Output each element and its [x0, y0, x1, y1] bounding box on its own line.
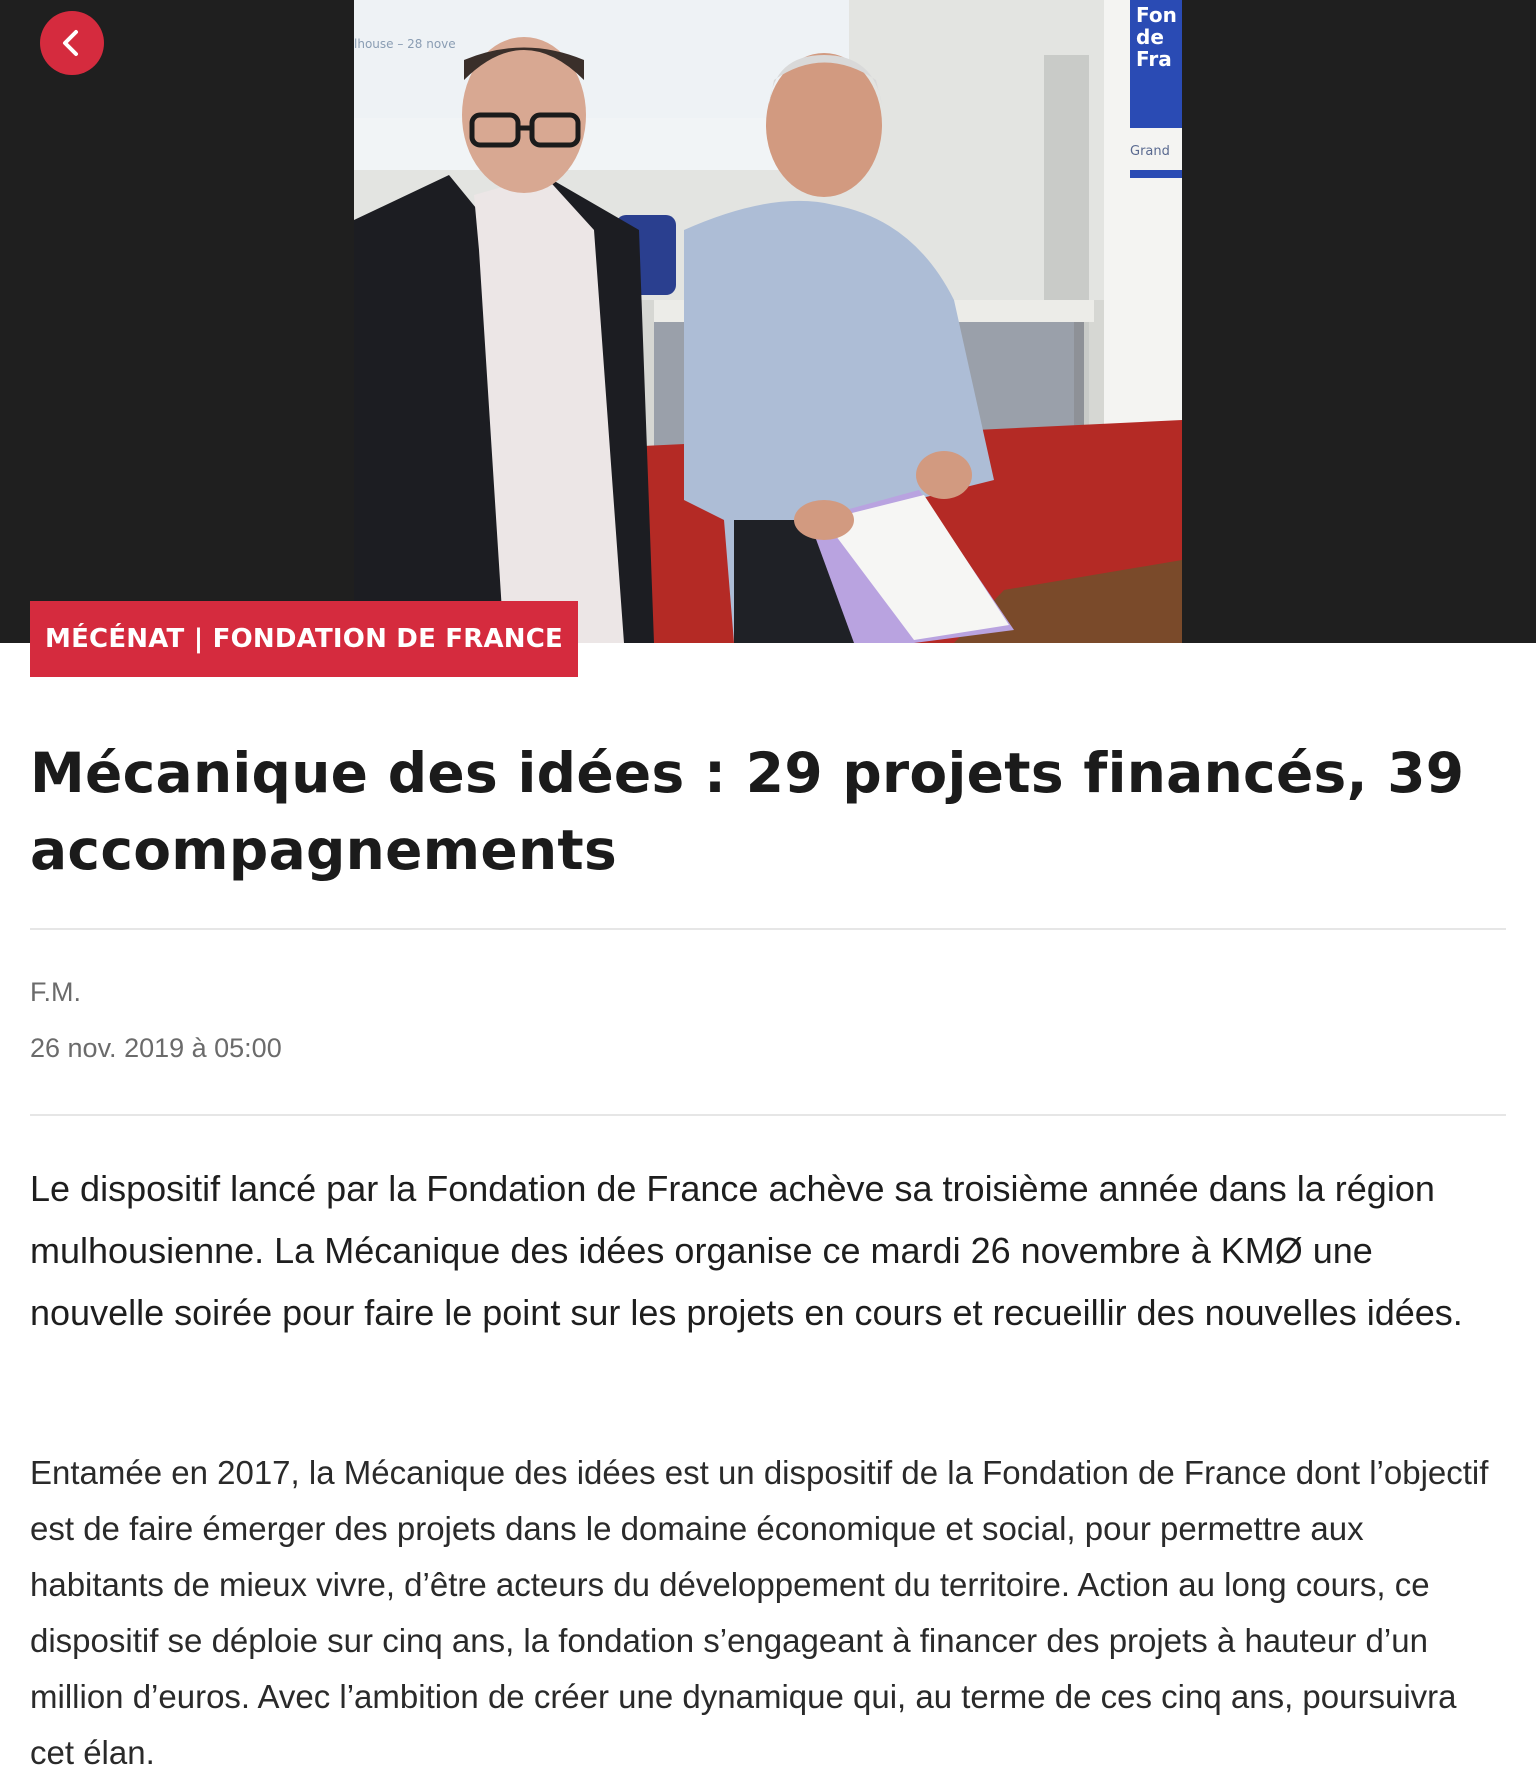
hero-section: [0, 0, 1536, 643]
chevron-left-icon: [57, 28, 87, 58]
category-tag[interactable]: MÉCÉNAT | FONDATION DE FRANCE: [30, 601, 578, 677]
photo-screen-text: lhouse – 28 nove: [354, 37, 456, 51]
back-button[interactable]: [40, 11, 104, 75]
divider: [30, 1114, 1506, 1116]
article-photo: [354, 0, 1182, 643]
photo-banner-sub: Grand: [1130, 144, 1170, 159]
article-title: Mécanique des idées : 29 projets financés, 39 accompagnements: [30, 741, 1465, 882]
article-lead: Le dispositif lancé par la Fondation de France achève sa troisième année dans la région mulhousienne. La Mécanique des idées organise ce mardi 26 novembre à KMØ une nouvelle soirée pour faire le point sur les projets en cours et recueillir des nouvelles idées.: [30, 1168, 1463, 1333]
article-date: 26 nov. 2019 à 05:00: [30, 1033, 282, 1063]
divider: [30, 928, 1506, 930]
article-author: F.M.: [30, 977, 81, 1007]
article-paragraph: Entamée en 2017, la Mécanique des idées est un dispositif de la Fondation de France dont l’objectif est de faire émerger des projets dans le domaine économique et social, pour permettre aux habitants de mieux vivre, d’être acteurs du développement du territoire. Action au long cours, ce dispositif se déploie sur cinq ans, la fondation s’engageant à financer des projets à hauteur d’un million d’euros. Avec l’ambition de créer une dynamique qui, au terme de ces cinq ans, poursuivra cet élan.: [30, 1454, 1489, 1771]
photo-banner-line-2: de: [1136, 25, 1164, 49]
photo-banner-line-3: Fra: [1136, 47, 1172, 71]
photo-banner-line-1: Fon: [1136, 3, 1177, 27]
